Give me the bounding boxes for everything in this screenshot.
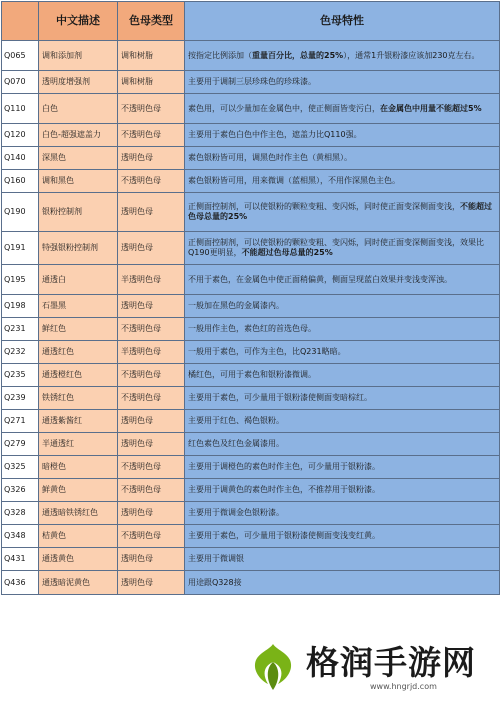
pigment-type: 不透明色母 <box>118 94 185 124</box>
table-row <box>2 502 500 525</box>
pigment-code: Q279 <box>2 433 39 456</box>
table-row <box>2 170 500 193</box>
pigment-name: 半通透红 <box>39 433 118 456</box>
header-code <box>2 2 39 41</box>
table-row <box>2 41 500 71</box>
table-row <box>2 295 500 318</box>
pigment-code: Q235 <box>2 364 39 387</box>
properties-text: 主要用于微调金色银粉漆。 <box>188 508 284 517</box>
header-description: 中文描述 <box>39 2 118 41</box>
properties-text: 不用于素色，在金属色中使正面稍偏黄，侧面呈现蓝白效果并变浅变浑浊。 <box>188 274 452 284</box>
pigment-properties <box>185 170 500 193</box>
table-row <box>2 571 500 595</box>
pigment-code: Q198 <box>2 295 39 318</box>
pigment-table <box>1 1 500 595</box>
pigment-properties <box>185 525 500 548</box>
properties-text: 素色银粉皆可用，调黑色时作主色（黄相黑）。 <box>188 153 352 162</box>
pigment-code: Q348 <box>2 525 39 548</box>
pigment-name: 调和黑色 <box>39 170 118 193</box>
table-row <box>2 318 500 341</box>
pigment-type: 透明色母 <box>118 193 185 232</box>
pigment-name: 白色 <box>39 94 118 124</box>
pigment-name: 调和添加剂 <box>39 41 118 71</box>
pigment-code: Q065 <box>2 41 39 71</box>
pigment-code: Q328 <box>2 502 39 525</box>
pigment-name: 通透暗泥黄色 <box>39 571 118 595</box>
properties-text: 主要用于调黄色的素色时作主色，不推荐用于银粉漆。 <box>188 485 380 494</box>
pigment-properties <box>185 341 500 364</box>
properties-text: 用途跟Q328接 <box>188 577 242 587</box>
pigment-code: Q195 <box>2 265 39 295</box>
pigment-name: 鲜红色 <box>39 318 118 341</box>
pigment-type: 不透明色母 <box>118 387 185 410</box>
table-row <box>2 124 500 147</box>
table-row <box>2 232 500 265</box>
table-row <box>2 410 500 433</box>
pigment-properties <box>185 571 500 595</box>
pigment-name: 银粉控制剂 <box>39 193 118 232</box>
pigment-type: 调和树脂 <box>118 71 185 94</box>
properties-text: 素色用，可以少量加在金属色中，使正侧面皆变污白， <box>188 103 380 113</box>
pigment-type: 调和树脂 <box>118 41 185 71</box>
pigment-code: Q160 <box>2 170 39 193</box>
table-row <box>2 364 500 387</box>
table-row <box>2 525 500 548</box>
table-row <box>2 387 500 410</box>
pigment-properties <box>185 410 500 433</box>
pigment-properties <box>185 124 500 147</box>
pigment-name: 通透红色 <box>39 341 118 364</box>
properties-text: 橘红色，可用于素色和银粉漆微调。 <box>188 370 316 379</box>
header-properties: 色母特性 <box>185 2 500 41</box>
properties-emphasis: 不能超过色母总量的25% <box>188 202 492 221</box>
pigment-properties <box>185 94 500 124</box>
properties-text: 主要用于调制三层珍珠色的珍珠漆。 <box>188 77 316 86</box>
properties-text: 素色银粉皆可用，用来微调（蓝相黑），不用作深黑色主色。 <box>188 176 400 185</box>
pigment-code: Q325 <box>2 456 39 479</box>
properties-emphasis: 不能超过色母总量的25% <box>241 248 333 257</box>
pigment-name: 鲜黄色 <box>39 479 118 502</box>
pigment-code: Q140 <box>2 147 39 170</box>
table-row <box>2 341 500 364</box>
properties-text: 红色素色及红色金属漆用。 <box>188 439 284 448</box>
pigment-type: 不透明色母 <box>118 456 185 479</box>
pigment-code: Q120 <box>2 124 39 147</box>
properties-text: 主要用于微调银 <box>188 554 244 563</box>
table-row <box>2 456 500 479</box>
pigment-properties <box>185 232 500 265</box>
pigment-name: 透明度增强剂 <box>39 71 118 94</box>
pigment-name: 石墨黑 <box>39 295 118 318</box>
pigment-type: 透明色母 <box>118 433 185 456</box>
pigment-type: 透明色母 <box>118 295 185 318</box>
pigment-properties <box>185 479 500 502</box>
header-row <box>2 2 500 41</box>
pigment-properties <box>185 364 500 387</box>
table-row <box>2 265 500 295</box>
pigment-properties <box>185 295 500 318</box>
pigment-name: 铁锈红色 <box>39 387 118 410</box>
pigment-type: 透明色母 <box>118 410 185 433</box>
pigment-name: 白色-超强遮盖力 <box>39 124 118 147</box>
table-row <box>2 94 500 124</box>
pigment-properties <box>185 193 500 232</box>
pigment-properties <box>185 71 500 94</box>
properties-text: 一般用于素色，可作为主色，比Q231略暗。 <box>188 347 346 356</box>
properties-emphasis: 重量百分比，总量的25% <box>252 50 344 60</box>
pigment-type: 不透明色母 <box>118 364 185 387</box>
pigment-name: 深黑色 <box>39 147 118 170</box>
pigment-name: 暗橙色 <box>39 456 118 479</box>
properties-text: 主要用于红色、褐色银粉。 <box>188 416 284 425</box>
table-row <box>2 433 500 456</box>
pigment-type: 不透明色母 <box>118 318 185 341</box>
table-row <box>2 71 500 94</box>
pigment-name: 桔黄色 <box>39 525 118 548</box>
pigment-properties <box>185 318 500 341</box>
site-logo-icon <box>246 640 300 694</box>
pigment-properties <box>185 387 500 410</box>
pigment-code: Q431 <box>2 548 39 571</box>
table-row <box>2 548 500 571</box>
table-row <box>2 147 500 170</box>
pigment-name: 通透黄色 <box>39 548 118 571</box>
pigment-type: 不透明色母 <box>118 479 185 502</box>
pigment-properties <box>185 147 500 170</box>
pigment-name: 通透白 <box>39 265 118 295</box>
pigment-code: Q070 <box>2 71 39 94</box>
watermark <box>240 636 498 698</box>
pigment-code: Q110 <box>2 94 39 124</box>
pigment-code: Q271 <box>2 410 39 433</box>
pigment-properties <box>185 456 500 479</box>
site-name: 格润手游网 <box>306 642 476 682</box>
properties-text: 正侧面控制剂，可以使银粉的颗粒变粗、变闪烁，同时使正面变深侧面变浅，效果比Q190更明显， <box>188 238 484 257</box>
pigment-type: 半透明色母 <box>118 265 185 295</box>
header-type: 色母类型 <box>118 2 185 41</box>
pigment-type: 半透明色母 <box>118 341 185 364</box>
pigment-name: 通透暗铁锈红色 <box>39 502 118 525</box>
properties-text: 主要用于素色，可少量用于银粉漆使侧面变暗棕红。 <box>188 393 372 402</box>
pigment-code: Q190 <box>2 193 39 232</box>
pigment-type: 透明色母 <box>118 548 185 571</box>
pigment-code: Q326 <box>2 479 39 502</box>
pigment-code: Q436 <box>2 571 39 595</box>
pigment-code: Q231 <box>2 318 39 341</box>
table-row <box>2 479 500 502</box>
pigment-type: 透明色母 <box>118 232 185 265</box>
pigment-properties <box>185 433 500 456</box>
properties-emphasis: 在金属色中用量不能超过5% <box>380 103 482 113</box>
properties-text: 一般加在黑色的金属漆内。 <box>188 301 284 310</box>
pigment-name: 特强银粉控制剂 <box>39 232 118 265</box>
properties-text: 正侧面控制剂，可以使银粉的颗粒变粗、变闪烁，同时使正面变深侧面变浅， <box>188 202 460 211</box>
pigment-type: 不透明色母 <box>118 124 185 147</box>
pigment-type: 透明色母 <box>118 147 185 170</box>
pigment-properties <box>185 41 500 71</box>
properties-text-tail: ），通常1升银粉漆应该加230克左右。 <box>343 50 480 60</box>
pigment-properties <box>185 265 500 295</box>
pigment-code: Q239 <box>2 387 39 410</box>
pigment-properties <box>185 502 500 525</box>
properties-text: 一般用作主色，素色红的首选色母。 <box>188 324 316 333</box>
pigment-code: Q191 <box>2 232 39 265</box>
site-url: www.hngrjd.com <box>370 681 437 691</box>
pigment-type: 透明色母 <box>118 571 185 595</box>
pigment-name: 通透紫酱红 <box>39 410 118 433</box>
pigment-code: Q232 <box>2 341 39 364</box>
properties-text: 按指定比例添加（ <box>188 50 252 60</box>
pigment-type: 透明色母 <box>118 502 185 525</box>
properties-text: 主要用于素色，可少量用于银粉漆使侧面变浅变红黄。 <box>188 531 380 540</box>
properties-text: 主要用于素色白色中作主色，遮盖力比Q110强。 <box>188 130 362 139</box>
pigment-type: 不透明色母 <box>118 525 185 548</box>
pigment-type: 不透明色母 <box>118 170 185 193</box>
table-row <box>2 193 500 232</box>
pigment-name: 通透橙红色 <box>39 364 118 387</box>
pigment-properties <box>185 548 500 571</box>
properties-text: 主要用于调橙色的素色时作主色，可少量用于银粉漆。 <box>188 462 380 471</box>
